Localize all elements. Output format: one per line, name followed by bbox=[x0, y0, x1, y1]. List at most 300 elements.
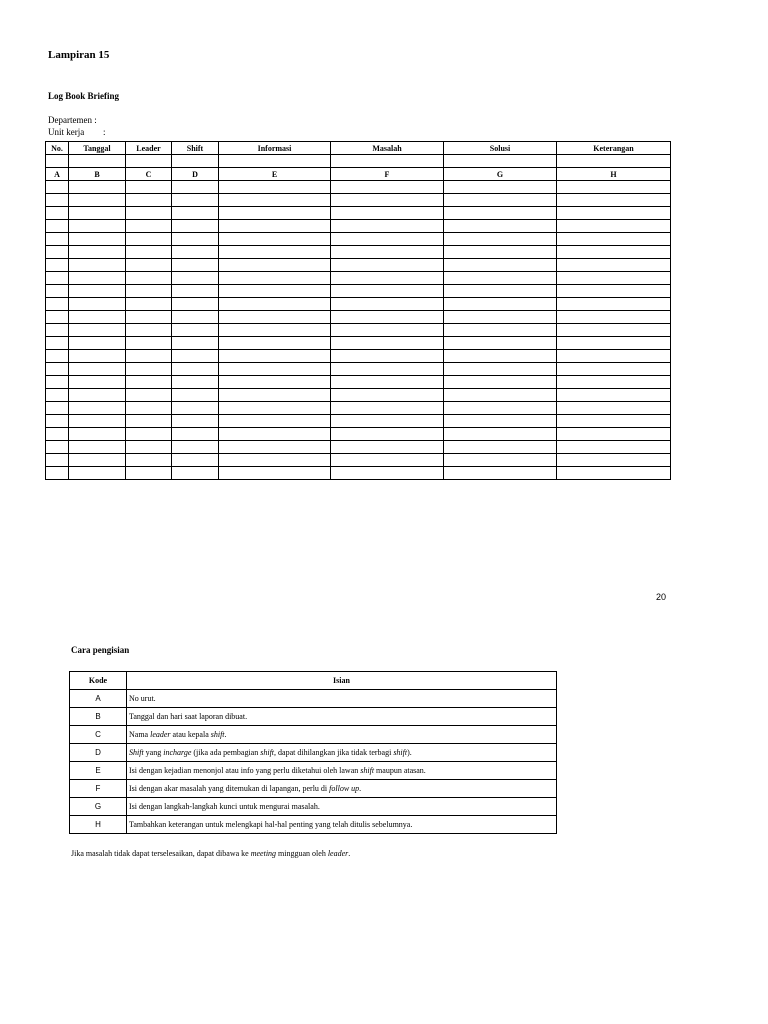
table-row bbox=[46, 363, 671, 376]
col-header: Shift bbox=[172, 142, 219, 155]
table-cell bbox=[172, 363, 219, 376]
table-cell bbox=[557, 272, 671, 285]
table-cell bbox=[126, 441, 172, 454]
table-cell bbox=[46, 233, 69, 246]
table-cell bbox=[46, 220, 69, 233]
text-segment: Jika masalah tidak dapat terselesaikan, dapat dibawa ke bbox=[71, 849, 251, 858]
table-cell bbox=[126, 207, 172, 220]
table-cell bbox=[69, 246, 126, 259]
kode-cell: H bbox=[70, 816, 127, 834]
table-row bbox=[46, 428, 671, 441]
table-cell bbox=[126, 259, 172, 272]
table-cell bbox=[444, 389, 557, 402]
table-cell bbox=[126, 220, 172, 233]
table-cell bbox=[69, 454, 126, 467]
table-cell bbox=[69, 207, 126, 220]
table-cell bbox=[444, 454, 557, 467]
table-cell bbox=[126, 428, 172, 441]
table-row bbox=[46, 337, 671, 350]
footnote bbox=[71, 849, 350, 858]
table-cell bbox=[172, 415, 219, 428]
table-row bbox=[46, 298, 671, 311]
table-cell bbox=[219, 337, 331, 350]
table-cell bbox=[172, 259, 219, 272]
table-cell bbox=[219, 389, 331, 402]
table-cell bbox=[69, 363, 126, 376]
table-cell bbox=[331, 233, 444, 246]
isian-cell bbox=[127, 744, 557, 762]
isian-header: Isian bbox=[127, 672, 557, 690]
italic-term: Shift bbox=[129, 748, 144, 757]
table-row bbox=[46, 207, 671, 220]
table-cell bbox=[46, 428, 69, 441]
table-cell bbox=[557, 324, 671, 337]
italic-term: shift bbox=[210, 730, 225, 739]
unit-kerja-separator: : bbox=[103, 127, 106, 137]
table-cell bbox=[46, 389, 69, 402]
table-cell bbox=[69, 181, 126, 194]
table-cell bbox=[69, 259, 126, 272]
col-header: No. bbox=[46, 142, 69, 155]
table-cell bbox=[46, 402, 69, 415]
kode-cell: A bbox=[70, 690, 127, 708]
kode-cell: F bbox=[70, 780, 127, 798]
table-cell bbox=[219, 363, 331, 376]
table-cell bbox=[557, 298, 671, 311]
table-cell bbox=[172, 324, 219, 337]
table-cell bbox=[69, 194, 126, 207]
guide-table bbox=[69, 671, 557, 834]
italic-term: leader bbox=[150, 730, 171, 739]
table-cell bbox=[331, 363, 444, 376]
table-cell bbox=[46, 350, 69, 363]
table-cell bbox=[444, 181, 557, 194]
table-cell bbox=[331, 155, 444, 168]
table-cell bbox=[444, 363, 557, 376]
table-cell bbox=[172, 298, 219, 311]
table-cell bbox=[331, 402, 444, 415]
col-header: Masalah bbox=[331, 142, 444, 155]
table-cell bbox=[331, 350, 444, 363]
table-cell bbox=[69, 220, 126, 233]
guide-title: Cara pengisian bbox=[71, 645, 130, 655]
table-cell bbox=[46, 181, 69, 194]
table-cell bbox=[126, 324, 172, 337]
table-cell bbox=[219, 181, 331, 194]
table-cell bbox=[126, 389, 172, 402]
text-segment: Isi dengan kejadian menonjol atau info yang perlu diketahui oleh lawan bbox=[129, 766, 361, 775]
table-cell bbox=[219, 272, 331, 285]
text-segment: , dapat dihilangkan jika tidak terbagi bbox=[274, 748, 394, 757]
text-segment: yang bbox=[143, 748, 164, 757]
table-row bbox=[46, 259, 671, 272]
table-cell bbox=[46, 246, 69, 259]
text-segment: maupun atasan. bbox=[374, 766, 426, 775]
table-row bbox=[46, 285, 671, 298]
table-row bbox=[46, 194, 671, 207]
table-row bbox=[46, 454, 671, 467]
unit-kerja-label: Unit kerja bbox=[48, 127, 85, 137]
table-cell bbox=[69, 233, 126, 246]
table-cell bbox=[331, 337, 444, 350]
guide-row bbox=[70, 690, 557, 708]
table-cell bbox=[69, 467, 126, 480]
code-cell: C bbox=[126, 168, 172, 181]
table-cell bbox=[331, 207, 444, 220]
table-cell bbox=[219, 311, 331, 324]
table-cell bbox=[557, 415, 671, 428]
text-segment: No urut. bbox=[129, 694, 156, 703]
table-cell bbox=[444, 207, 557, 220]
table-cell bbox=[69, 415, 126, 428]
table-cell bbox=[69, 272, 126, 285]
table-cell bbox=[69, 155, 126, 168]
table-cell bbox=[557, 220, 671, 233]
spacer-row bbox=[46, 155, 671, 168]
table-cell bbox=[444, 415, 557, 428]
table-cell bbox=[444, 376, 557, 389]
italic-term: follow up bbox=[329, 784, 360, 793]
kode-cell: B bbox=[70, 708, 127, 726]
code-cell: E bbox=[219, 168, 331, 181]
table-cell bbox=[444, 220, 557, 233]
table-cell bbox=[46, 194, 69, 207]
table-cell bbox=[126, 246, 172, 259]
italic-term: incharge bbox=[163, 748, 192, 757]
table-cell bbox=[172, 246, 219, 259]
table-cell bbox=[444, 467, 557, 480]
table-cell bbox=[126, 181, 172, 194]
table-cell bbox=[46, 298, 69, 311]
code-cell: H bbox=[557, 168, 671, 181]
table-row bbox=[46, 350, 671, 363]
header-row bbox=[46, 142, 671, 155]
isian-cell bbox=[127, 690, 557, 708]
italic-term: shift bbox=[393, 748, 408, 757]
log-book-table bbox=[45, 141, 671, 480]
table-cell bbox=[557, 285, 671, 298]
table-cell bbox=[444, 259, 557, 272]
table-cell bbox=[219, 376, 331, 389]
table-cell bbox=[69, 376, 126, 389]
table-cell bbox=[331, 467, 444, 480]
table-cell bbox=[126, 454, 172, 467]
table-cell bbox=[219, 324, 331, 337]
table-cell bbox=[126, 363, 172, 376]
table-cell bbox=[46, 285, 69, 298]
kode-cell: C bbox=[70, 726, 127, 744]
guide-row bbox=[70, 762, 557, 780]
table-cell bbox=[69, 428, 126, 441]
table-row bbox=[46, 415, 671, 428]
guide-row bbox=[70, 708, 557, 726]
table-cell bbox=[331, 298, 444, 311]
table-cell bbox=[172, 207, 219, 220]
table-cell bbox=[46, 324, 69, 337]
table-cell bbox=[444, 194, 557, 207]
table-cell bbox=[444, 324, 557, 337]
table-cell bbox=[219, 441, 331, 454]
text-segment: mingguan oleh bbox=[276, 849, 328, 858]
table-cell bbox=[172, 428, 219, 441]
col-header: Informasi bbox=[219, 142, 331, 155]
table-cell bbox=[126, 272, 172, 285]
text-segment: atau kepala bbox=[170, 730, 211, 739]
section-title: Log Book Briefing bbox=[48, 91, 120, 101]
table-cell bbox=[46, 376, 69, 389]
code-row bbox=[46, 168, 671, 181]
table-cell bbox=[444, 402, 557, 415]
table-row bbox=[46, 402, 671, 415]
table-cell bbox=[219, 194, 331, 207]
text-segment: . bbox=[348, 849, 351, 858]
table-cell bbox=[331, 441, 444, 454]
table-cell bbox=[557, 454, 671, 467]
isian-cell bbox=[127, 798, 557, 816]
isian-cell bbox=[127, 816, 557, 834]
table-cell bbox=[219, 454, 331, 467]
table-cell bbox=[557, 428, 671, 441]
table-cell bbox=[331, 181, 444, 194]
table-cell bbox=[46, 441, 69, 454]
table-cell bbox=[331, 428, 444, 441]
isian-cell bbox=[127, 708, 557, 726]
table-cell bbox=[126, 311, 172, 324]
table-cell bbox=[69, 441, 126, 454]
table-cell bbox=[172, 181, 219, 194]
table-cell bbox=[69, 402, 126, 415]
table-cell bbox=[172, 402, 219, 415]
table-cell bbox=[69, 350, 126, 363]
table-row bbox=[46, 220, 671, 233]
col-header: Tanggal bbox=[69, 142, 126, 155]
table-cell bbox=[172, 350, 219, 363]
table-cell bbox=[444, 350, 557, 363]
table-cell bbox=[219, 259, 331, 272]
table-cell bbox=[46, 415, 69, 428]
table-cell bbox=[219, 415, 331, 428]
table-cell bbox=[331, 259, 444, 272]
text-segment: Tambahkan keterangan untuk melengkapi hal-hal penting yang telah ditulis sebelumnya. bbox=[129, 820, 413, 829]
table-cell bbox=[126, 194, 172, 207]
page-title: Lampiran 15 bbox=[48, 49, 110, 61]
table-cell bbox=[172, 337, 219, 350]
table-cell bbox=[219, 467, 331, 480]
table-cell bbox=[172, 220, 219, 233]
italic-term: meeting bbox=[250, 849, 277, 858]
table-cell bbox=[219, 155, 331, 168]
isian-cell bbox=[127, 762, 557, 780]
col-header: Leader bbox=[126, 142, 172, 155]
table-cell bbox=[219, 246, 331, 259]
table-row bbox=[46, 246, 671, 259]
table-cell bbox=[46, 454, 69, 467]
table-cell bbox=[557, 363, 671, 376]
kode-cell: D bbox=[70, 744, 127, 762]
table-cell bbox=[126, 155, 172, 168]
page-number: 20 bbox=[656, 592, 667, 602]
table-cell bbox=[331, 285, 444, 298]
unit-kerja-row bbox=[48, 127, 111, 137]
table-cell bbox=[69, 311, 126, 324]
text-segment: (jika ada pembagian bbox=[191, 748, 261, 757]
text-segment: Isi dengan langkah-langkah kunci untuk mengurai masalah. bbox=[129, 802, 320, 811]
departemen-label: Departemen : bbox=[48, 115, 97, 125]
table-cell bbox=[557, 155, 671, 168]
table-row bbox=[46, 324, 671, 337]
table-cell bbox=[557, 389, 671, 402]
text-segment: . bbox=[359, 784, 362, 793]
italic-term: shift bbox=[260, 748, 275, 757]
table-cell bbox=[172, 454, 219, 467]
text-segment: Tanggal dan hari saat laporan dibuat. bbox=[129, 712, 248, 721]
text-segment: Isi dengan akar masalah yang ditemukan di lapangan, perlu di bbox=[129, 784, 330, 793]
table-cell bbox=[126, 415, 172, 428]
table-cell bbox=[444, 337, 557, 350]
table-row bbox=[46, 272, 671, 285]
table-cell bbox=[46, 259, 69, 272]
italic-term: leader bbox=[327, 849, 349, 858]
table-cell bbox=[69, 324, 126, 337]
table-cell bbox=[46, 467, 69, 480]
table-row bbox=[46, 389, 671, 402]
table-cell bbox=[46, 155, 69, 168]
table-cell bbox=[126, 350, 172, 363]
table-cell bbox=[69, 337, 126, 350]
kode-header: Kode bbox=[70, 672, 127, 690]
table-cell bbox=[69, 298, 126, 311]
guide-row bbox=[70, 744, 557, 762]
table-cell bbox=[557, 246, 671, 259]
col-header: Solusi bbox=[444, 142, 557, 155]
table-cell bbox=[331, 324, 444, 337]
table-cell bbox=[557, 376, 671, 389]
table-cell bbox=[331, 389, 444, 402]
table-cell bbox=[557, 337, 671, 350]
table-cell bbox=[46, 272, 69, 285]
table-cell bbox=[444, 272, 557, 285]
table-cell bbox=[46, 207, 69, 220]
table-cell bbox=[444, 311, 557, 324]
table-cell bbox=[126, 376, 172, 389]
italic-term: shift bbox=[360, 766, 375, 775]
table-cell bbox=[46, 337, 69, 350]
guide-row bbox=[70, 798, 557, 816]
table-cell bbox=[219, 350, 331, 363]
table-cell bbox=[219, 428, 331, 441]
table-cell bbox=[172, 389, 219, 402]
col-header: Keterangan bbox=[557, 142, 671, 155]
table-cell bbox=[444, 428, 557, 441]
table-cell bbox=[219, 220, 331, 233]
text-segment: . bbox=[224, 730, 227, 739]
table-cell bbox=[331, 194, 444, 207]
table-cell bbox=[557, 311, 671, 324]
code-cell: F bbox=[331, 168, 444, 181]
table-cell bbox=[557, 233, 671, 246]
table-cell bbox=[331, 220, 444, 233]
table-cell bbox=[444, 233, 557, 246]
table-cell bbox=[172, 285, 219, 298]
code-cell: G bbox=[444, 168, 557, 181]
table-cell bbox=[219, 402, 331, 415]
table-cell bbox=[219, 207, 331, 220]
table-cell bbox=[46, 311, 69, 324]
table-cell bbox=[557, 259, 671, 272]
table-cell bbox=[557, 350, 671, 363]
guide-row bbox=[70, 816, 557, 834]
table-cell bbox=[126, 337, 172, 350]
table-cell bbox=[172, 311, 219, 324]
table-cell bbox=[444, 298, 557, 311]
table-cell bbox=[69, 389, 126, 402]
guide-row bbox=[70, 726, 557, 744]
table-cell bbox=[172, 155, 219, 168]
guide-row bbox=[70, 780, 557, 798]
table-cell bbox=[331, 272, 444, 285]
table-cell bbox=[219, 285, 331, 298]
kode-cell: G bbox=[70, 798, 127, 816]
table-cell bbox=[126, 402, 172, 415]
table-cell bbox=[126, 298, 172, 311]
table-cell bbox=[557, 181, 671, 194]
guide-header-row bbox=[70, 672, 557, 690]
table-row bbox=[46, 376, 671, 389]
table-cell bbox=[172, 467, 219, 480]
code-cell: B bbox=[69, 168, 126, 181]
table-cell bbox=[444, 441, 557, 454]
table-cell bbox=[172, 376, 219, 389]
table-cell bbox=[331, 246, 444, 259]
table-row bbox=[46, 441, 671, 454]
table-cell bbox=[69, 285, 126, 298]
isian-cell bbox=[127, 780, 557, 798]
table-cell bbox=[557, 467, 671, 480]
code-cell: D bbox=[172, 168, 219, 181]
table-cell bbox=[126, 233, 172, 246]
isian-cell bbox=[127, 726, 557, 744]
table-cell bbox=[331, 376, 444, 389]
code-cell: A bbox=[46, 168, 69, 181]
table-row bbox=[46, 311, 671, 324]
kode-cell: E bbox=[70, 762, 127, 780]
table-cell bbox=[219, 298, 331, 311]
table-cell bbox=[172, 233, 219, 246]
text-segment: Nama bbox=[129, 730, 151, 739]
table-cell bbox=[557, 402, 671, 415]
table-cell bbox=[444, 155, 557, 168]
table-cell bbox=[172, 441, 219, 454]
table-cell bbox=[172, 272, 219, 285]
table-cell bbox=[172, 194, 219, 207]
text-segment: ). bbox=[407, 748, 412, 757]
table-row bbox=[46, 467, 671, 480]
table-cell bbox=[331, 311, 444, 324]
table-cell bbox=[557, 441, 671, 454]
table-cell bbox=[557, 207, 671, 220]
table-row bbox=[46, 181, 671, 194]
table-cell bbox=[331, 454, 444, 467]
table-row bbox=[46, 233, 671, 246]
table-cell bbox=[444, 246, 557, 259]
table-cell bbox=[219, 233, 331, 246]
table-cell bbox=[331, 415, 444, 428]
table-cell bbox=[557, 194, 671, 207]
table-cell bbox=[126, 285, 172, 298]
table-cell bbox=[46, 363, 69, 376]
table-cell bbox=[126, 467, 172, 480]
table-cell bbox=[444, 285, 557, 298]
